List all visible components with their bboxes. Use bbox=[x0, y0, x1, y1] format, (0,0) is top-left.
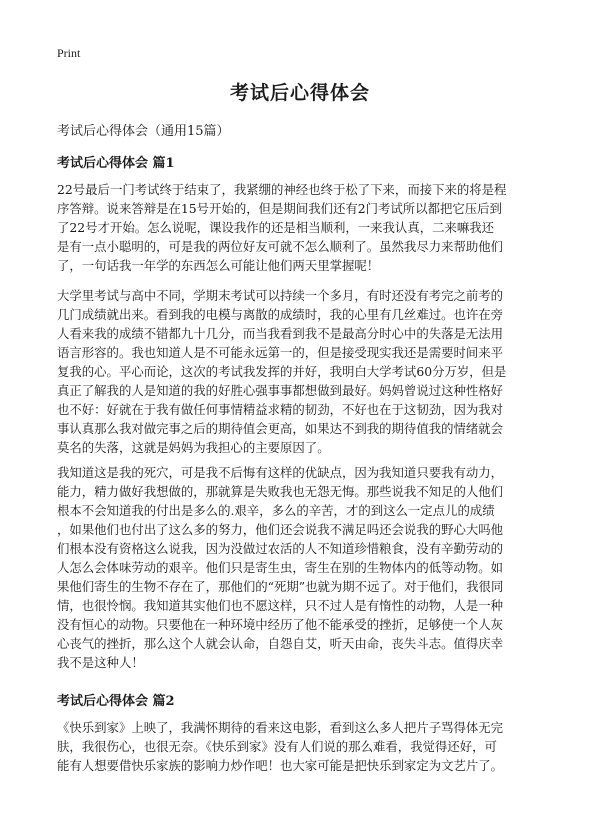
section-heading-2: 考试后心得体会 篇2 bbox=[57, 694, 175, 709]
text-line: 真正了解我的人是知道的我的好胜心强事事都想做到最好。妈妈曾说过这种性格好 bbox=[57, 383, 504, 398]
document-title: 考试后心得体会 bbox=[229, 82, 370, 104]
text-line: 《快乐到家》上映了，我满怀期待的看来这电影，看到这么多人把片子骂得体无完 bbox=[57, 720, 504, 735]
text-line: 序答辩。说来答辩是在15号开始的，但是期间我们还有2门考试所以都把它压后到 bbox=[57, 201, 502, 216]
text-line: 22号最后一门考试终于结束了，我紧绷的神经也终于松了下来，而接下来的将是程 bbox=[57, 182, 507, 197]
text-line: 能有人想要借快乐家族的影响力炒作吧！也大家可能是把快乐到家定为文艺片了。 bbox=[57, 758, 504, 773]
paragraph bbox=[57, 180, 547, 275]
text-line: 复我的心。平心而论，这次的考试我发挥的并好，我明白大学考试60分万岁，但是 bbox=[57, 364, 507, 379]
text-line: 事认真那么我对做完事之后的期待值会更高，如果达不到我的期待值我的情绪就会 bbox=[57, 421, 504, 436]
text-line: 我知道这是我的死穴，可是我不后悔有这样的优缺点，因为我知道只要我有动力， bbox=[57, 465, 504, 480]
text-line: 是有一点小聪明的，可是我的两位好友可就不怎么顺利了。虽然我尽力来帮助他们 bbox=[57, 239, 504, 254]
text-line: 语言形容的。我也知道人是不可能永远第一的，但是接受现实我还是需要时间来平 bbox=[57, 345, 504, 360]
text-line: 根本不会知道我的付出是多么的.艰辛，多么的辛苦，才的到这么一定点儿的成绩 bbox=[57, 503, 495, 518]
paragraph bbox=[57, 718, 547, 775]
text-line: 人怎么会体味劳动的艰辛。他们只是寄生虫，寄生在别的生物体内的低等动物。如 bbox=[57, 560, 504, 575]
text-line: 肤，我很伤心，也很无奈。《快乐到家》没有人们说的那么难看，我觉得还好，可 bbox=[57, 739, 497, 754]
text-line: 能力，精力做好我想做的，那就算是失败我也无怨无悔。那些说我不知足的人他们 bbox=[57, 484, 504, 499]
text-line: ，如果他们也付出了这么多的努力，他们还会说我不满足吗还会说我的野心大吗他 bbox=[57, 522, 504, 537]
section-heading-1: 考试后心得体会 篇1 bbox=[57, 156, 175, 171]
document-subtitle: 考试后心得体会（通用15篇） bbox=[57, 124, 230, 139]
text-line: 心丧气的挫折，那么这个人就会认命，自怨自艾，听天由命，丧失斗志。值得庆幸 bbox=[57, 636, 504, 651]
text-line: 情，也很怜悯。我知道其实他们也不愿这样，只不过人是有惰性的动物，人是一种 bbox=[57, 598, 504, 613]
text-line: 也不好：好就在于我有做任何事情精益求精的韧劲，不好也在于这韧劲，因为我对 bbox=[57, 402, 504, 417]
text-line: 们根本没有资格这么说我，因为没做过农活的人不知道珍惜粮食，没有辛勤劳动的 bbox=[57, 541, 504, 556]
text-line: 了，一句话我一年学的东西怎么可能让他们两天里掌握呢！ bbox=[57, 258, 380, 273]
text-line: 莫名的失落，这就是妈妈为我担心的主要原因了。 bbox=[57, 440, 330, 455]
print-link[interactable]: Print bbox=[57, 46, 81, 60]
paragraph bbox=[57, 463, 547, 672]
text-line: 我不是这种人！ bbox=[57, 655, 144, 670]
text-line: 几门成绩就出来。看到我的电模与离散的成绩时，我的心里有几丝难过。也许在旁 bbox=[57, 307, 504, 322]
text-line: 没有恒心的动物。只要他在一种环境中经历了他不能承受的挫折，足够使一个人灰 bbox=[57, 617, 504, 632]
text-line: 人看来我的成绩不错都九十几分，而当我看到我不是最高分时心中的失落是无法用 bbox=[57, 326, 504, 341]
text-line: 果他们寄生的生物不存在了，那他们的“死期”也就为期不远了。对于他们，我很同 bbox=[57, 579, 504, 594]
text-line: 大学里考试与高中不同，学期末考试可以持续一个多月，有时还没有考完之前考的 bbox=[57, 288, 504, 303]
text-line: 了22号才开始。怎么说呢，课设我作的还是相当顺利，一来我认真，二来嘛我还 bbox=[57, 220, 495, 235]
paragraph bbox=[57, 286, 547, 457]
